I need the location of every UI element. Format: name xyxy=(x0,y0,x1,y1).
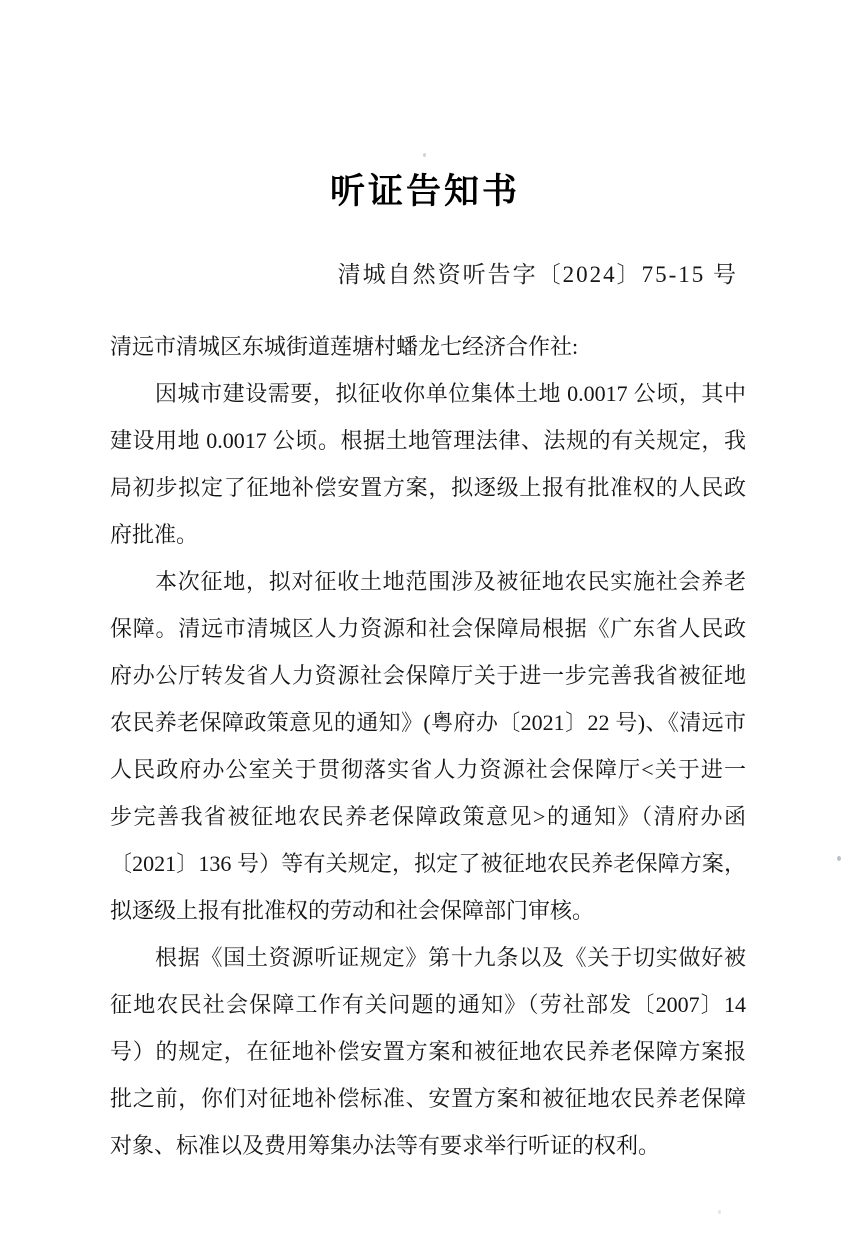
document-title: 听证告知书 xyxy=(329,172,520,211)
text-line: 府办公厅转发省人力资源社会保障厅关于进一步完善我省被征地 xyxy=(110,663,746,688)
text-line: 局初步拟定了征地补偿安置方案，拟逐级上报有批准权的人民政 xyxy=(110,475,746,500)
scan-speck xyxy=(423,153,426,157)
text-line: 人民政府办公室关于贯彻落实省人力资源社会保障厅<关于进一 xyxy=(110,757,746,782)
text-line: 对象、标准以及费用筹集办法等有要求举行听证的权利。 xyxy=(110,1133,661,1158)
scan-speck xyxy=(718,1210,721,1214)
text-line: 府批准。 xyxy=(110,522,199,547)
text-line: 清远市清城区东城街道莲塘村蟠龙七经济合作社: xyxy=(110,334,579,359)
text-line: 建设用地 0.0017 公顷。根据土地管理法律、法规的有关规定，我 xyxy=(110,428,746,453)
document-body xyxy=(110,323,746,1169)
text-line: 拟逐级上报有批准权的劳动和社会保障部门审核。 xyxy=(110,898,595,923)
text-line: 征地农民社会保障工作有关问题的通知》（劳社部发〔2007〕14 xyxy=(110,992,746,1017)
text-line: 〔2021〕136 号）等有关规定，拟定了被征地农民养老保障方案， xyxy=(110,851,746,876)
text-line: 步完善我省被征地农民养老保障政策意见>的通知》（清府办函 xyxy=(110,804,746,829)
document-number: 清城自然资听告字〔2024〕75-15 号 xyxy=(337,262,738,287)
text-line: 根据《国土资源听证规定》第十九条以及《关于切实做好被 xyxy=(155,945,746,970)
text-line: 号）的规定，在征地补偿安置方案和被征地农民养老保障方案报 xyxy=(110,1039,746,1064)
text-line: 批之前，你们对征地补偿标准、安置方案和被征地农民养老保障 xyxy=(110,1086,746,1111)
scan-speck xyxy=(837,856,841,861)
text-line: 因城市建设需要，拟征收你单位集体土地 0.0017 公顷，其中 xyxy=(155,381,746,406)
text-line: 保障。清远市清城区人力资源和社会保障局根据《广东省人民政 xyxy=(110,616,746,641)
text-line: 本次征地，拟对征收土地范围涉及被征地农民实施社会养老 xyxy=(155,569,746,594)
text-line: 农民养老保障政策意见的通知》(粤府办〔2021〕22 号)、《清远市 xyxy=(110,710,746,735)
